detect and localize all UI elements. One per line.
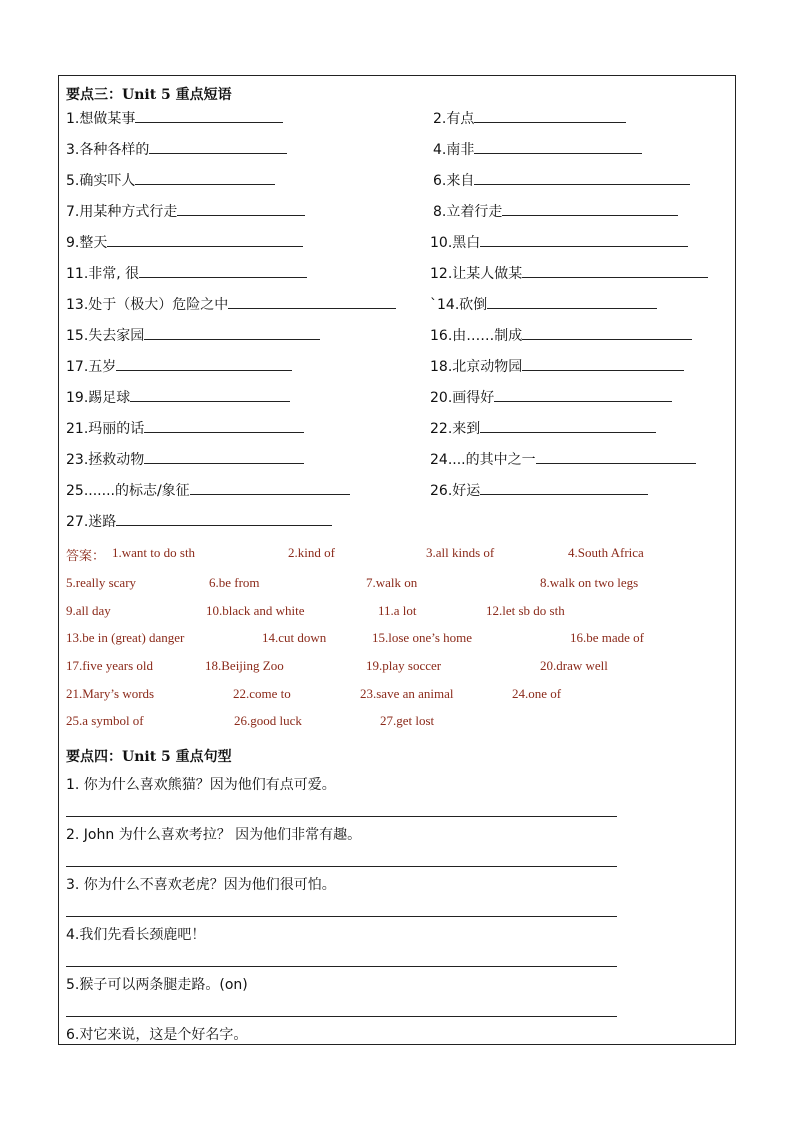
answer-blank[interactable]: [116, 356, 292, 371]
answer-blank[interactable]: [149, 139, 287, 154]
sentence-prompt: 1. 你为什么喜欢熊猫？因为他们有点可爱。: [66, 777, 336, 793]
phrase-text: 8.立着行走: [433, 204, 503, 220]
section4-title: 要点四：Unit 5 重点句型: [66, 749, 232, 765]
phrase-text: 23.拯救动物: [66, 452, 145, 468]
phrase-item: [430, 387, 672, 407]
answer-item: 15.lose one’s home: [372, 630, 473, 645]
phrase-text: 16.由……制成: [430, 328, 523, 344]
answer-blank[interactable]: [177, 201, 305, 216]
phrase-item: [430, 356, 684, 376]
phrase-item: [66, 108, 283, 128]
answer-blank[interactable]: [536, 449, 696, 464]
answer-blank[interactable]: [480, 232, 688, 247]
phrase-item: [433, 139, 642, 159]
sentence-prompt: 2. John 为什么喜欢考拉？ 因为他们非常有趣。: [66, 827, 362, 843]
phrase-item: [430, 294, 657, 314]
answer-item: 13.be in (great) danger: [66, 630, 185, 645]
answer-item: 17.five years old: [66, 658, 154, 673]
answer-blank[interactable]: [228, 294, 396, 309]
phrase-item: [66, 263, 307, 283]
section3-title: 要点三：Unit 5 重点短语: [66, 87, 232, 103]
answer-blank[interactable]: [144, 449, 304, 464]
phrase-text: 6.来自: [433, 173, 475, 189]
answer-item: 3.all kinds of: [426, 545, 495, 560]
phrase-text: 5.确实吓人: [66, 173, 136, 189]
answer-item: 2.kind of: [288, 545, 335, 560]
answer-item: 4.South Africa: [568, 545, 644, 560]
answer-blank[interactable]: [130, 387, 290, 402]
answer-blank[interactable]: [487, 294, 657, 309]
phrase-item: [66, 232, 303, 252]
phrase-item: [66, 387, 290, 407]
answer-item: 25.a symbol of: [66, 713, 144, 728]
answer-blank[interactable]: [480, 480, 648, 495]
phrase-item: [430, 449, 696, 469]
phrase-text: 26.好运: [430, 483, 481, 499]
phrase-text: 19.踢足球: [66, 390, 131, 406]
phrase-item: [66, 325, 320, 345]
sentence-prompt: 4.我们先看长颈鹿吧！: [66, 927, 206, 943]
answer-blank[interactable]: [190, 480, 350, 495]
answer-item: 21.Mary’s words: [66, 686, 155, 701]
answer-label: 答案：: [66, 549, 106, 564]
phrase-item: [66, 449, 304, 469]
answer-blank[interactable]: [139, 263, 307, 278]
answer-blank[interactable]: [474, 170, 690, 185]
phrase-item: [430, 480, 648, 500]
answer-line[interactable]: [66, 866, 617, 867]
answer-item: 14.cut down: [262, 630, 327, 645]
answer-item: 20.draw well: [540, 658, 608, 673]
answer-blank[interactable]: [474, 139, 642, 154]
phrase-text: 15.失去家园: [66, 328, 145, 344]
answer-item: 7.walk on: [366, 575, 418, 590]
phrase-text: 3.各种各样的: [66, 142, 150, 158]
answer-item: 27.get lost: [380, 713, 435, 728]
answer-line[interactable]: [66, 966, 617, 967]
answer-line[interactable]: [66, 916, 617, 917]
answer-item: 26.good luck: [234, 713, 302, 728]
phrase-item: [433, 201, 678, 221]
answer-blank[interactable]: [522, 356, 684, 371]
phrase-text: `14.砍倒: [430, 297, 488, 313]
phrase-item: [433, 170, 690, 190]
answer-blank[interactable]: [135, 170, 275, 185]
phrase-item: [66, 356, 292, 376]
answer-blank[interactable]: [480, 418, 656, 433]
phrase-text: 4.南非: [433, 142, 475, 158]
phrase-text: 20.画得好: [430, 390, 495, 406]
phrase-item: [66, 294, 396, 314]
answer-item: 19.play soccer: [366, 658, 442, 673]
sentence-prompt: 6.对它来说，这是个好名字。: [66, 1027, 248, 1043]
answer-item: 8.walk on two legs: [540, 575, 639, 590]
phrase-text: 13.处于（极大）危险之中: [66, 297, 229, 313]
answer-item: 11.a lot: [378, 603, 417, 618]
phrase-text: 2.有点: [433, 111, 475, 127]
answer-item: 9.all day: [66, 603, 111, 618]
answer-item: 22.come to: [233, 686, 291, 701]
phrase-item: [430, 325, 692, 345]
answer-item: 18.Beijing Zoo: [205, 658, 284, 673]
answer-blank[interactable]: [107, 232, 303, 247]
phrase-text: 9.整天: [66, 235, 108, 251]
phrase-text: 12.让某人做某: [430, 266, 523, 282]
phrase-item: [66, 201, 305, 221]
answer-line[interactable]: [66, 1016, 617, 1017]
phrase-text: 27.迷路: [66, 514, 117, 530]
phrase-item: [66, 418, 304, 438]
answer-blank[interactable]: [116, 511, 332, 526]
answer-blank[interactable]: [494, 387, 672, 402]
phrase-item: [66, 480, 350, 500]
answer-blank[interactable]: [144, 418, 304, 433]
phrase-text: 17.五岁: [66, 359, 117, 375]
sentence-prompt: 5.猴子可以两条腿走路。(on): [66, 977, 248, 993]
answer-line[interactable]: [66, 816, 617, 817]
answer-item: 23.save an animal: [360, 686, 454, 701]
phrase-item: [66, 139, 287, 159]
answer-item: 10.black and white: [206, 603, 305, 618]
phrase-text: 7.用某种方式行走: [66, 204, 178, 220]
phrase-item: [430, 418, 656, 438]
phrase-text: 11.非常, 很: [66, 266, 140, 282]
phrase-item: [430, 263, 708, 283]
phrase-text: 18.北京动物园: [430, 359, 523, 375]
answer-blank[interactable]: [135, 108, 283, 123]
answer-blank[interactable]: [474, 108, 626, 123]
answer-item: 24.one of: [512, 686, 562, 701]
answer-item: 16.be made of: [570, 630, 645, 645]
phrase-item: [66, 170, 275, 190]
answer-item: 1.want to do sth: [112, 545, 196, 560]
phrase-text: 24....的其中之一: [430, 452, 536, 468]
phrase-text: 25.......的标志/象征: [66, 483, 190, 499]
phrase-item: [66, 511, 332, 531]
answer-blank[interactable]: [144, 325, 320, 340]
answer-blank[interactable]: [522, 263, 708, 278]
phrase-text: 22.来到: [430, 421, 481, 437]
answer-blank[interactable]: [502, 201, 678, 216]
phrase-item: [430, 232, 688, 252]
phrase-text: 21.玛丽的话: [66, 421, 145, 437]
answer-blank[interactable]: [522, 325, 692, 340]
answer-item: 12.let sb do sth: [486, 603, 565, 618]
phrase-item: [433, 108, 626, 128]
sentence-prompt: 3. 你为什么不喜欢老虎？因为他们很可怕。: [66, 877, 336, 893]
answer-item: 5.really scary: [66, 575, 137, 590]
answer-item: 6.be from: [209, 575, 260, 590]
phrase-text: 1.想做某事: [66, 111, 136, 127]
phrase-text: 10.黑白: [430, 235, 481, 251]
